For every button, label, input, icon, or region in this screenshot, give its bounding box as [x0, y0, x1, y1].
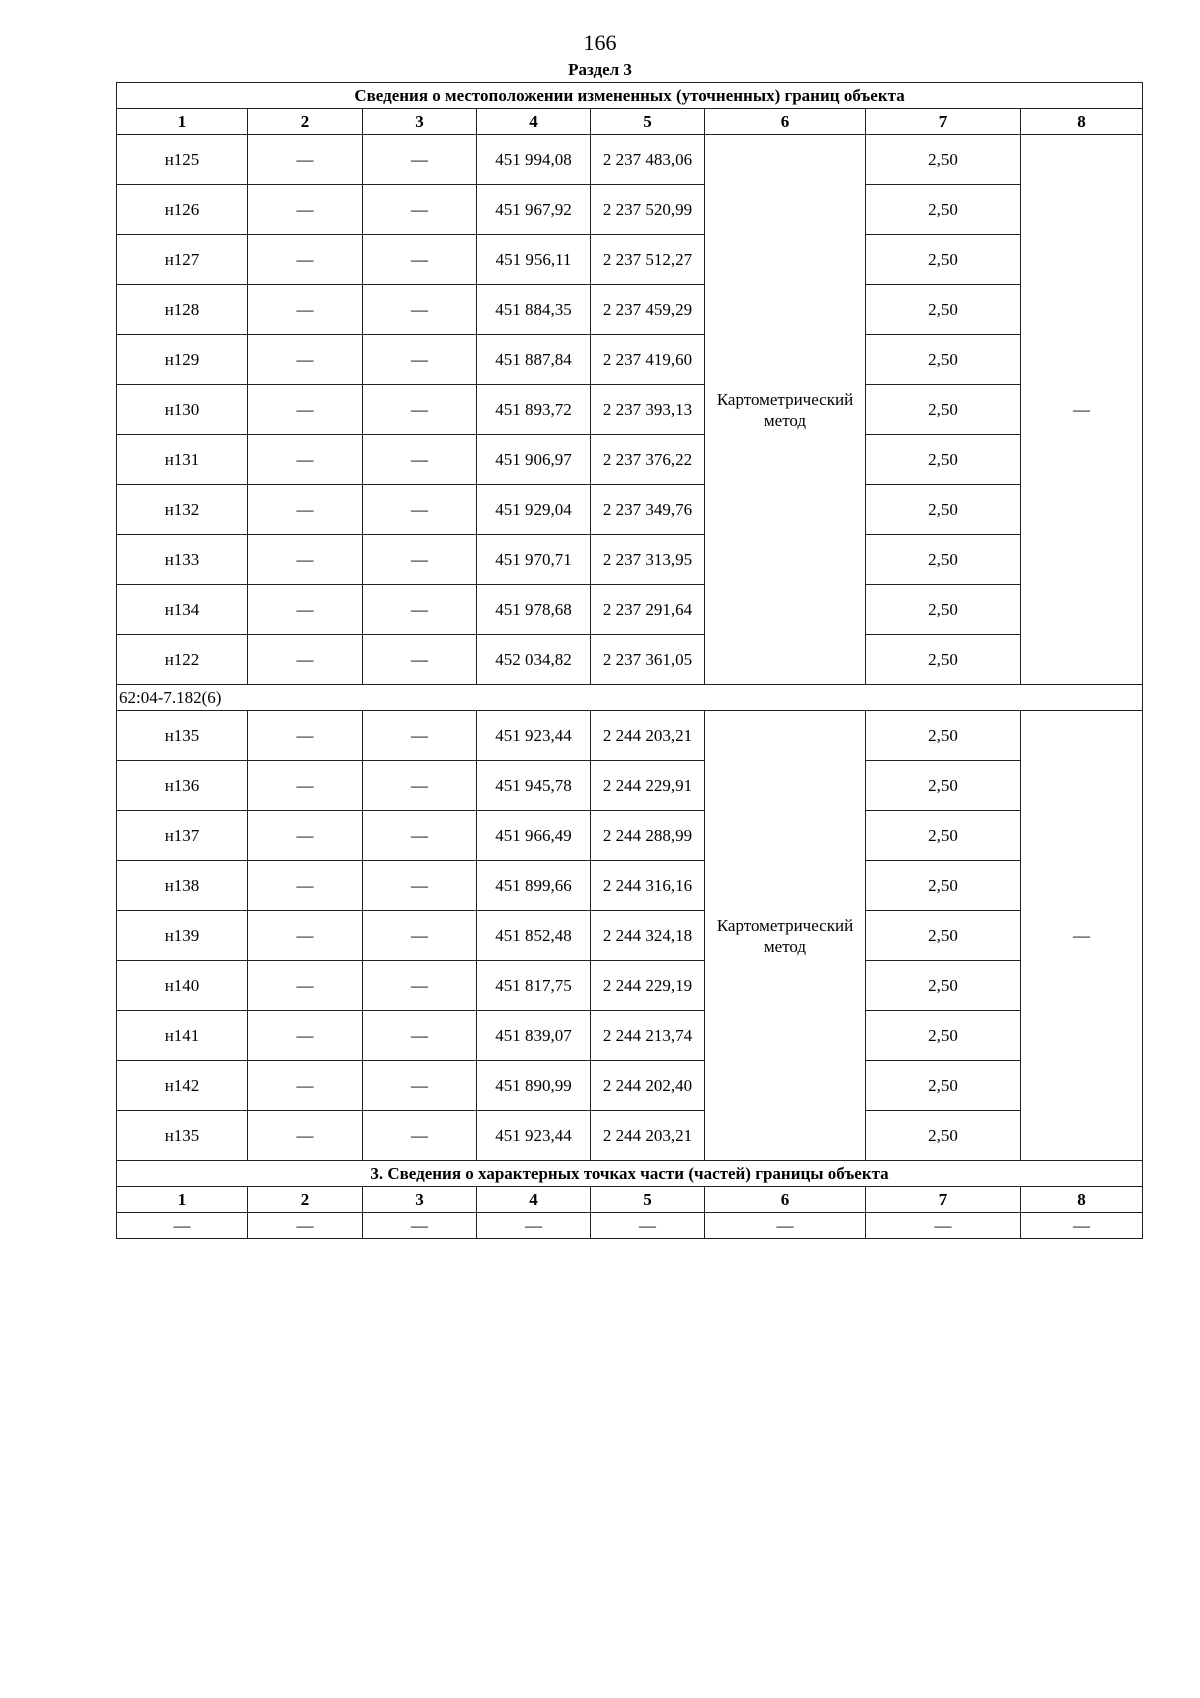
y-coordinate-cell: 2 244 203,21: [591, 711, 705, 761]
column-header: 8: [1021, 1187, 1143, 1213]
y-coordinate-cell: 2 244 202,40: [591, 1061, 705, 1111]
x-coordinate-cell: 451 929,04: [477, 485, 591, 535]
x-coordinate-cell: 451 887,84: [477, 335, 591, 385]
table-row: [117, 385, 1143, 435]
column-header: 5: [591, 109, 705, 135]
point-id-cell: н130: [117, 385, 248, 435]
x-coordinate-cell: 451 817,75: [477, 961, 591, 1011]
col3-cell: —: [363, 285, 477, 335]
col2-cell: —: [248, 1011, 363, 1061]
col2-cell: —: [248, 535, 363, 585]
y-coordinate-cell: 2 237 393,13: [591, 385, 705, 435]
column-header: 7: [866, 1187, 1021, 1213]
col3-cell: —: [363, 535, 477, 585]
point-id-cell: н128: [117, 285, 248, 335]
x-coordinate-cell: 451 899,66: [477, 861, 591, 911]
column-header: 7: [866, 109, 1021, 135]
table2-title-row: [117, 1161, 1143, 1187]
col2-cell: —: [248, 635, 363, 685]
col3-cell: —: [363, 811, 477, 861]
col3-cell: —: [363, 335, 477, 385]
point-id-cell: н134: [117, 585, 248, 635]
table-row: [117, 1061, 1143, 1111]
column-header: 8: [1021, 109, 1143, 135]
table-row: [117, 485, 1143, 535]
column-header: 2: [248, 1187, 363, 1213]
point-id-cell: н140: [117, 961, 248, 1011]
y-coordinate-cell: 2 237 419,60: [591, 335, 705, 385]
table2-column-header-row: [117, 1187, 1143, 1213]
method-cell: Картометрический метод: [705, 711, 866, 1161]
page-number: 166: [583, 30, 617, 55]
col2-cell: —: [248, 185, 363, 235]
precision-cell: 2,50: [866, 235, 1021, 285]
precision-cell: 2,50: [866, 1061, 1021, 1111]
col2-cell: —: [248, 711, 363, 761]
precision-cell: 2,50: [866, 335, 1021, 385]
precision-cell: 2,50: [866, 485, 1021, 535]
y-coordinate-cell: 2 237 291,64: [591, 585, 705, 635]
y-coordinate-cell: 2 237 361,05: [591, 635, 705, 685]
x-coordinate-cell: 451 852,48: [477, 911, 591, 961]
table-row: [117, 1011, 1143, 1061]
precision-cell: 2,50: [866, 811, 1021, 861]
col2-cell: —: [248, 1061, 363, 1111]
table-row: [117, 535, 1143, 585]
x-coordinate-cell: 451 967,92: [477, 185, 591, 235]
point-id-cell: н139: [117, 911, 248, 961]
col2-cell: —: [248, 235, 363, 285]
col3-cell: —: [363, 1111, 477, 1161]
point-id-cell: н122: [117, 635, 248, 685]
table-row: [117, 911, 1143, 961]
table-row: [117, 635, 1143, 685]
column-header: 2: [248, 109, 363, 135]
point-id-cell: н142: [117, 1061, 248, 1111]
coordinates-table: [116, 82, 1143, 1239]
precision-cell: 2,50: [866, 1011, 1021, 1061]
precision-cell: 2,50: [866, 761, 1021, 811]
col3-cell: —: [363, 711, 477, 761]
point-id-cell: н141: [117, 1011, 248, 1061]
y-coordinate-cell: 2 244 213,74: [591, 1011, 705, 1061]
table-row: [117, 285, 1143, 335]
table2-title: 3. Сведения о характерных точках части (частей) границы объекта: [117, 1161, 1143, 1187]
y-coordinate-cell: 2 244 203,21: [591, 1111, 705, 1161]
col3-cell: —: [363, 861, 477, 911]
table-row: [117, 1111, 1143, 1161]
col2-cell: —: [248, 335, 363, 385]
col2-cell: —: [248, 1111, 363, 1161]
x-coordinate-cell: 451 890,99: [477, 1061, 591, 1111]
table-row: [117, 711, 1143, 761]
col2-cell: —: [248, 911, 363, 961]
precision-cell: 2,50: [866, 385, 1021, 435]
col3-cell: —: [363, 385, 477, 435]
table-row: [117, 435, 1143, 485]
y-coordinate-cell: 2 237 520,99: [591, 185, 705, 235]
point-id-cell: н138: [117, 861, 248, 911]
col3-cell: —: [363, 235, 477, 285]
column-header: 5: [591, 1187, 705, 1213]
x-coordinate-cell: 451 884,35: [477, 285, 591, 335]
y-coordinate-cell: 2 244 324,18: [591, 911, 705, 961]
x-coordinate-cell: 451 839,07: [477, 1011, 591, 1061]
col3-cell: —: [363, 485, 477, 535]
y-coordinate-cell: 2 237 376,22: [591, 435, 705, 485]
column-header: 4: [477, 1187, 591, 1213]
table-cell: —: [591, 1213, 705, 1239]
table-cell: —: [363, 1213, 477, 1239]
point-id-cell: н133: [117, 535, 248, 585]
col8-cell: —: [1021, 711, 1143, 1161]
x-coordinate-cell: 451 945,78: [477, 761, 591, 811]
point-id-cell: н136: [117, 761, 248, 811]
col2-cell: —: [248, 485, 363, 535]
precision-cell: 2,50: [866, 911, 1021, 961]
table-cell: —: [1021, 1213, 1143, 1239]
table2-empty-row: [117, 1213, 1143, 1239]
y-coordinate-cell: 2 237 313,95: [591, 535, 705, 585]
y-coordinate-cell: 2 244 316,16: [591, 861, 705, 911]
precision-cell: 2,50: [866, 635, 1021, 685]
table-cell: —: [705, 1213, 866, 1239]
y-coordinate-cell: 2 237 483,06: [591, 135, 705, 185]
point-id-cell: н135: [117, 711, 248, 761]
y-coordinate-cell: 2 244 229,19: [591, 961, 705, 1011]
precision-cell: 2,50: [866, 185, 1021, 235]
point-id-cell: н135: [117, 1111, 248, 1161]
point-id-cell: н126: [117, 185, 248, 235]
col2-cell: —: [248, 761, 363, 811]
y-coordinate-cell: 2 237 349,76: [591, 485, 705, 535]
x-coordinate-cell: 451 923,44: [477, 1111, 591, 1161]
precision-cell: 2,50: [866, 711, 1021, 761]
table-row: [117, 811, 1143, 861]
table-cell: —: [117, 1213, 248, 1239]
table-row: [117, 235, 1143, 285]
col3-cell: —: [363, 435, 477, 485]
col2-cell: —: [248, 585, 363, 635]
col2-cell: —: [248, 961, 363, 1011]
point-id-cell: н129: [117, 335, 248, 385]
table-row: [117, 335, 1143, 385]
col3-cell: —: [363, 585, 477, 635]
table-row: [117, 585, 1143, 635]
table-body: [117, 83, 1143, 1239]
point-id-cell: н137: [117, 811, 248, 861]
point-id-cell: н127: [117, 235, 248, 285]
table-row: [117, 761, 1143, 811]
column-header: 6: [705, 109, 866, 135]
col3-cell: —: [363, 1011, 477, 1061]
col2-cell: —: [248, 435, 363, 485]
x-coordinate-cell: 451 994,08: [477, 135, 591, 185]
col8-cell: —: [1021, 135, 1143, 685]
precision-cell: 2,50: [866, 585, 1021, 635]
table-row: [117, 185, 1143, 235]
point-id-cell: н131: [117, 435, 248, 485]
x-coordinate-cell: 451 893,72: [477, 385, 591, 435]
point-id-cell: н125: [117, 135, 248, 185]
section-title: Раздел 3: [568, 60, 632, 79]
col2-cell: —: [248, 811, 363, 861]
column-header: 4: [477, 109, 591, 135]
column-header: 1: [117, 1187, 248, 1213]
point-id-cell: н132: [117, 485, 248, 535]
x-coordinate-cell: 451 956,11: [477, 235, 591, 285]
table1-title-row: [117, 83, 1143, 109]
col3-cell: —: [363, 961, 477, 1011]
col3-cell: —: [363, 761, 477, 811]
precision-cell: 2,50: [866, 435, 1021, 485]
column-header: 1: [117, 109, 248, 135]
parcel-separator-row: [117, 685, 1143, 711]
y-coordinate-cell: 2 244 288,99: [591, 811, 705, 861]
column-header: 6: [705, 1187, 866, 1213]
x-coordinate-cell: 451 923,44: [477, 711, 591, 761]
x-coordinate-cell: 451 966,49: [477, 811, 591, 861]
precision-cell: 2,50: [866, 135, 1021, 185]
y-coordinate-cell: 2 244 229,91: [591, 761, 705, 811]
col3-cell: —: [363, 635, 477, 685]
parcel-number: 62:04-7.182(6): [117, 685, 1143, 711]
table-row: [117, 861, 1143, 911]
x-coordinate-cell: 452 034,82: [477, 635, 591, 685]
col3-cell: —: [363, 911, 477, 961]
x-coordinate-cell: 451 970,71: [477, 535, 591, 585]
table-cell: —: [477, 1213, 591, 1239]
table-row: [117, 961, 1143, 1011]
table-cell: —: [248, 1213, 363, 1239]
x-coordinate-cell: 451 906,97: [477, 435, 591, 485]
column-header: 3: [363, 109, 477, 135]
col2-cell: —: [248, 861, 363, 911]
table-row: [117, 135, 1143, 185]
precision-cell: 2,50: [866, 1111, 1021, 1161]
precision-cell: 2,50: [866, 285, 1021, 335]
column-header: 3: [363, 1187, 477, 1213]
col3-cell: —: [363, 135, 477, 185]
table1-column-header-row: [117, 109, 1143, 135]
col3-cell: —: [363, 1061, 477, 1111]
col3-cell: —: [363, 185, 477, 235]
col2-cell: —: [248, 135, 363, 185]
col2-cell: —: [248, 385, 363, 435]
table-cell: —: [866, 1213, 1021, 1239]
precision-cell: 2,50: [866, 861, 1021, 911]
col2-cell: —: [248, 285, 363, 335]
precision-cell: 2,50: [866, 535, 1021, 585]
precision-cell: 2,50: [866, 961, 1021, 1011]
x-coordinate-cell: 451 978,68: [477, 585, 591, 635]
method-cell: Картометрический метод: [705, 135, 866, 685]
table1-title: Сведения о местоположении измененных (уточненных) границ объекта: [117, 83, 1143, 109]
y-coordinate-cell: 2 237 459,29: [591, 285, 705, 335]
y-coordinate-cell: 2 237 512,27: [591, 235, 705, 285]
